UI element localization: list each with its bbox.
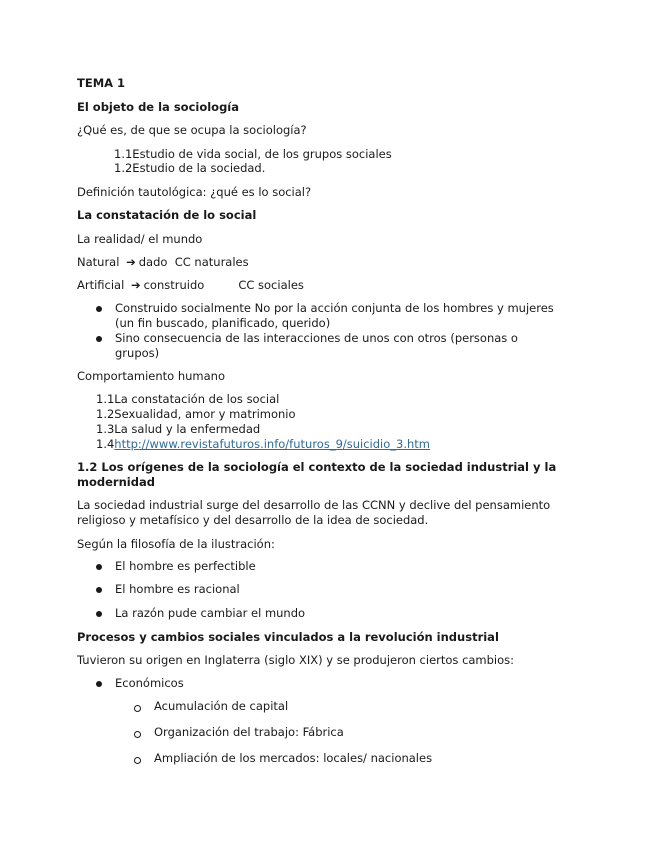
list-item: La razón pude cambiar el mundo <box>115 606 306 620</box>
numbered-item: 1.4http://www.revistafuturos.info/futuros_9/suicidio_3.htm <box>96 437 431 451</box>
bullet-icon <box>96 587 102 593</box>
segun-text: Según la filosofía de la ilustración: <box>77 537 275 551</box>
sublist-item: Acumulación de capital <box>154 699 289 713</box>
list-item-continuation: grupos) <box>115 346 160 360</box>
numbered-item: 1.2Estudio de la sociedad. <box>114 161 266 175</box>
bullet-icon <box>96 611 102 617</box>
arrow-right-icon: ➔ <box>130 278 141 292</box>
heading-origenes: 1.2 Los orígenes de la sociología el contexto de la sociedad industrial y la <box>77 460 557 474</box>
arrow-right-icon: ➔ <box>126 255 136 269</box>
numbered-item: 1.1Estudio de vida social, de los grupos sociales <box>114 147 392 161</box>
doc-title: TEMA 1 <box>77 76 126 90</box>
bullet-icon <box>96 564 102 570</box>
paragraph-line: religioso y metafísico y del desarrollo de la idea de sociedad. <box>77 513 429 527</box>
sublist-item: Organización del trabajo: Fábrica <box>154 725 344 739</box>
bullet-icon <box>96 306 102 312</box>
list-item-continuation: (un fin buscado, planificado, querido) <box>115 316 331 330</box>
heading-objeto: El objeto de la sociología <box>77 100 239 114</box>
bullet-icon <box>96 681 102 687</box>
question-text: ¿Qué es, de que se ocupa la sociología? <box>77 123 307 137</box>
heading-constatacion: La constatación de lo social <box>77 208 257 222</box>
comportamiento-text: Comportamiento humano <box>77 369 226 383</box>
artificial-line: Artificial ➔ construido CC sociales <box>77 278 304 292</box>
definition-text: Definición tautológica: ¿qué es lo social? <box>77 185 312 199</box>
numbered-item: 1.2Sexualidad, amor y matrimonio <box>96 407 296 421</box>
suicidio-link[interactable]: http://www.revistafuturos.info/futuros_9/suicidio_3.htm <box>114 437 431 451</box>
heading-procesos: Procesos y cambios sociales vinculados a la revolución industrial <box>77 630 499 644</box>
bullet-icon <box>96 336 102 342</box>
list-item: Sino consecuencia de las interacciones de unos con otros (personas o <box>115 331 518 345</box>
list-item: El hombre es racional <box>115 582 240 596</box>
circle-bullet-icon <box>134 731 141 738</box>
paragraph-line: La sociedad industrial surge del desarrollo de las CCNN y declive del pensamiento <box>77 498 551 512</box>
list-item: Económicos <box>115 676 184 690</box>
realidad-text: La realidad/ el mundo <box>77 232 203 246</box>
circle-bullet-icon <box>134 757 141 764</box>
circle-bullet-icon <box>134 705 141 712</box>
numbered-item: 1.3La salud y la enfermedad <box>96 422 261 436</box>
sublist-item: Ampliación de los mercados: locales/ nacionales <box>154 751 433 765</box>
heading-origenes-continuation: modernidad <box>77 475 155 489</box>
tuvieron-text: Tuvieron su origen en Inglaterra (siglo XIX) y se produjeron ciertos cambios: <box>77 653 515 667</box>
numbered-item: 1.1La constatación de los social <box>96 392 280 406</box>
list-item: Construido socialmente No por la acción conjunta de los hombres y mujeres <box>115 301 554 315</box>
natural-line: Natural ➔ dado CC naturales <box>77 255 249 269</box>
list-item: El hombre es perfectible <box>115 559 256 573</box>
